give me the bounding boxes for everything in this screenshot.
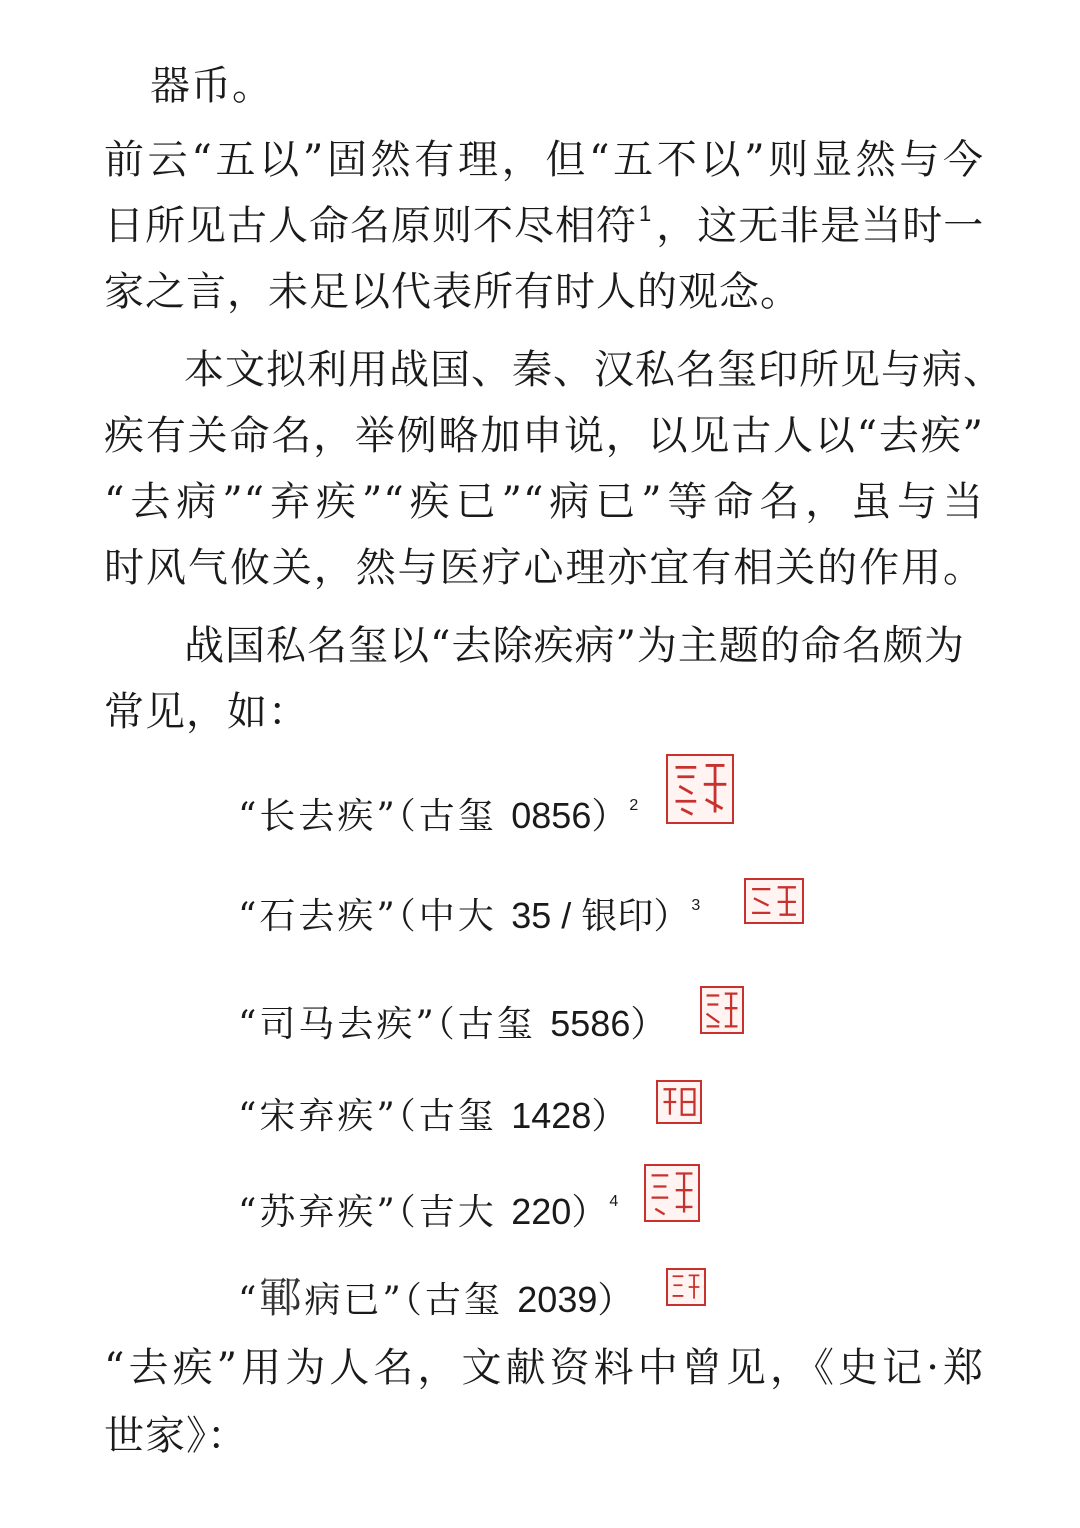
seal-example <box>238 1094 629 1139</box>
paragraph-line <box>104 202 984 250</box>
paragraph-line: 时风气攸关，然与医疗心理亦宜有相关的作用。 <box>104 545 984 591</box>
seal-number: 0856） <box>511 795 628 836</box>
seal-example <box>238 894 700 939</box>
seal-example <box>238 1002 668 1047</box>
seal-number: 1428） <box>511 1095 628 1136</box>
seal-name: “石去疾”（中大 <box>238 896 497 937</box>
seal-number: 220） <box>511 1191 608 1232</box>
paragraph-line: 家之言，未足以代表所有时人的观念。 <box>104 269 801 315</box>
footnote-marker: 1 <box>639 201 653 226</box>
seal-number: 35 / 银印） <box>511 895 690 936</box>
seal-name-prefix: “ <box>238 1280 260 1321</box>
paragraph-line: 世家》： <box>104 1413 248 1459</box>
paragraph-line: “去病”“弃疾”“疾已”“病已”等命名，虽与当 <box>104 479 984 525</box>
line-text: ，这无非是当时一 <box>656 203 985 249</box>
paragraph-line: 前云“五以”固然有理，但“五不以”则显然与今 <box>104 137 984 183</box>
footnote-marker: 3 <box>691 897 701 914</box>
paragraph-line: 器币。 <box>150 63 273 109</box>
seal-name-suffix: 病已”（古玺 <box>304 1280 503 1321</box>
seal-stamp-image <box>700 986 744 1034</box>
seal-stamp-image <box>656 1080 702 1124</box>
footnote-marker: 2 <box>629 797 639 814</box>
seal-name: “长去疾”（古玺 <box>238 796 497 837</box>
seal-name: “苏弃疾”（吉大 <box>238 1192 497 1233</box>
seal-name: “宋弃疾”（古玺 <box>238 1096 497 1137</box>
paragraph-line: 本文拟利用战国、秦、汉私名玺印所见与病、 <box>184 347 1004 393</box>
seal-stamp-image <box>666 1268 706 1306</box>
footnote-marker: 4 <box>609 1193 619 1210</box>
seal-name: “司马去疾”（古玺 <box>238 1004 536 1045</box>
seal-example <box>238 1276 635 1323</box>
seal-stamp-image <box>744 878 804 924</box>
paragraph-line: “去疾”用为人名，文献资料中曾见，《史记·郑 <box>104 1345 984 1391</box>
seal-example <box>238 794 638 839</box>
line-text: 日所见古人命名原则不尽相符 <box>104 203 637 249</box>
paragraph-line: 战国私名玺以“去除疾病”为主题的命名颇为 <box>184 623 965 669</box>
seal-number: 2039） <box>517 1279 634 1320</box>
seal-stamp-image <box>644 1164 700 1222</box>
paragraph-line: 疾有关命名，举例略加申说，以见古人以“去疾” <box>104 413 984 459</box>
seal-example <box>238 1190 618 1235</box>
seal-stamp-image <box>666 754 734 824</box>
seal-name-char: 鄆 <box>259 1274 305 1321</box>
paragraph-line: 常见，如： <box>104 689 309 735</box>
seal-number: 5586） <box>550 1003 667 1044</box>
